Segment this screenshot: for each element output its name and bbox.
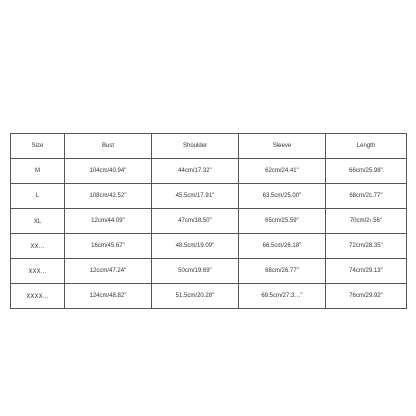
table-row: [11, 184, 407, 209]
cell-bust: 16cm/45.67'': [65, 234, 152, 259]
header-shoulder: Shoulder: [152, 134, 239, 159]
cell-sleeve: 62cm/24.41'': [239, 159, 326, 184]
cell-size: ⅩL: [11, 209, 65, 234]
cell-sleeve: 69.5cm/27.3…'': [239, 284, 326, 309]
table-header-row: [11, 134, 407, 159]
cell-length: 66cm/25.98'': [326, 159, 407, 184]
header-sleeve: Sleeve: [239, 134, 326, 159]
cell-sleeve: 68cm/26.77'': [239, 259, 326, 284]
table-row: [11, 234, 407, 259]
cell-length: 70cm/2‹.56'': [326, 209, 407, 234]
cell-shoulder: 50cm/19.69'': [152, 259, 239, 284]
cell-size: ⅩⅩ…: [11, 234, 65, 259]
table-row: [11, 159, 407, 184]
cell-bust: 124cm/48.82'': [65, 284, 152, 309]
cell-shoulder: 44cm/17.32'': [152, 159, 239, 184]
cell-size: M: [11, 159, 65, 184]
header-size: Size: [11, 134, 65, 159]
header-length: Length: [326, 134, 407, 159]
cell-length: 72cm/28.35'': [326, 234, 407, 259]
cell-sleeve: 65cm/25.59'': [239, 209, 326, 234]
size-chart-table: [10, 133, 407, 309]
cell-size: L: [11, 184, 65, 209]
cell-shoulder: 48.5cm/19.09'': [152, 234, 239, 259]
cell-size: ⅩⅩⅩ…: [11, 259, 65, 284]
cell-shoulder: 45.5cm/17.91'': [152, 184, 239, 209]
cell-sleeve: 66.5cm/26.18'': [239, 234, 326, 259]
table-row: [11, 284, 407, 309]
table-row: [11, 259, 407, 284]
cell-shoulder: 51.5cm/20.28'': [152, 284, 239, 309]
header-bust: Bust: [65, 134, 152, 159]
cell-length: 68cm/2ᴄ.77'': [326, 184, 407, 209]
cell-bust: 104cm/40.94'': [65, 159, 152, 184]
cell-sleeve: 63.5cm/25.00'': [239, 184, 326, 209]
cell-length: 76cm/29.92'': [326, 284, 407, 309]
cell-length: 74cm/29.13'': [326, 259, 407, 284]
cell-bust: 108cm/42.52'': [65, 184, 152, 209]
cell-bust: 12cm/44.09'': [65, 209, 152, 234]
table-row: [11, 209, 407, 234]
cell-shoulder: 47cm/18.50'': [152, 209, 239, 234]
cell-size: ⅩⅩⅩⅩ…: [11, 284, 65, 309]
cell-bust: 12ᴄcm/47.24'': [65, 259, 152, 284]
